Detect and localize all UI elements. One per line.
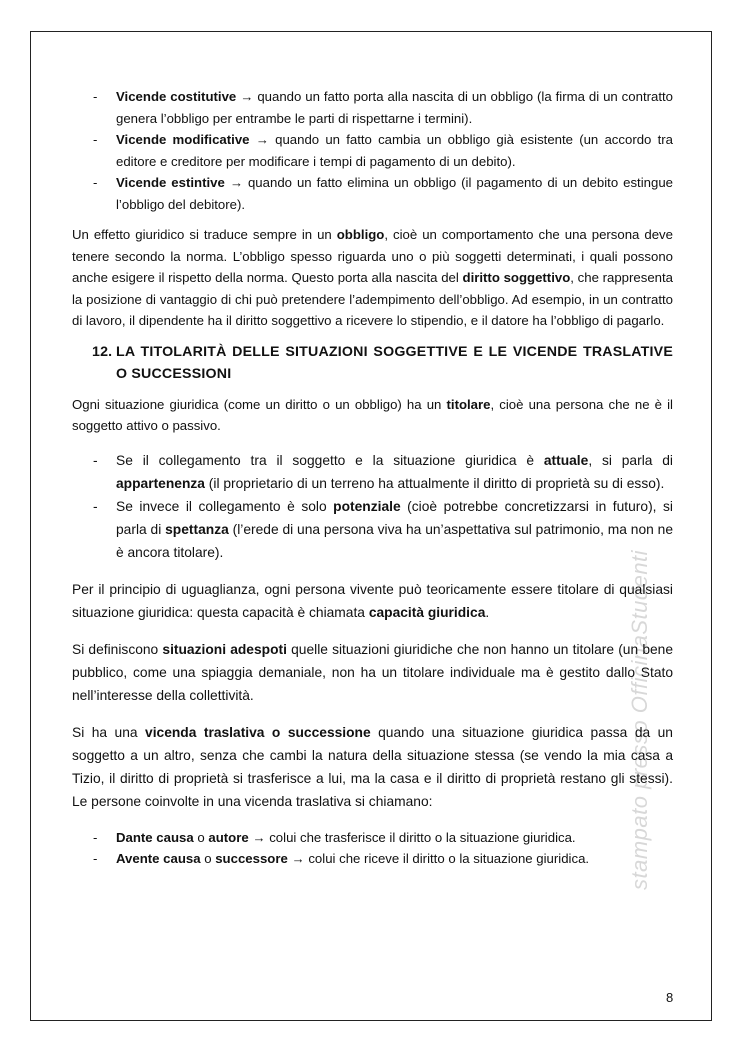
text: Se invece il collegamento è solo — [116, 498, 334, 514]
text: (il proprietario di un terreno ha attualmente il diritto di proprietà su di esso). — [204, 475, 665, 491]
text: , cioè una persona che ne è il soggetto attivo o passivo. — [72, 396, 673, 433]
text: Si definiscono — [72, 641, 163, 657]
bold-term: situazioni adespoti — [162, 641, 287, 657]
definition: quando un fatto elimina un obbligo (il pagamento di un debito estingue l’obbligo del debitore). — [116, 175, 673, 212]
term: Vicende modificative — [116, 132, 250, 147]
text: Ogni situazione giuridica (come un diritto o un obbligo) ha un — [72, 396, 447, 412]
text: (l’erede di una persona viva ha un’aspettativa sul patrimonio, ma non ne è ancora titolare). — [116, 521, 673, 560]
list-item — [72, 827, 673, 849]
section-heading — [72, 341, 673, 385]
list-item — [72, 172, 673, 215]
bullet-dash: - — [93, 89, 98, 104]
bullet-dash: - — [93, 452, 98, 468]
text: quando una situazione giuridica passa da un soggetto a un altro, senza che cambi la natura della situazione stessa (se vendo la mia casa a Tizio, il diritto di proprietà si trasferisce a lui, ma la casa e il diritto di proprietà restano gli stessi). Le persone coinvolte in una vicenda traslativa si chiamano: — [72, 724, 673, 809]
bold-term: attuale — [543, 452, 589, 468]
bullet-dash: - — [93, 851, 98, 866]
paragraph-titolare — [72, 394, 673, 437]
bold-term: vicenda traslativa o successione — [145, 724, 371, 740]
list-item — [72, 86, 673, 129]
paragraph-uguaglianza — [72, 578, 673, 624]
vicende-list — [72, 86, 673, 215]
bold-term: diritto soggettivo — [462, 270, 571, 285]
definition: quando un fatto cambia un obbligo già esistente (un accordo tra editore e creditore per modificare i tempi di pagamento di un debito). — [116, 132, 673, 169]
section-title: LA TITOLARITÀ DELLE SITUAZIONI SOGGETTIVE E LE VICENDE TRASLATIVE O SUCCESSIONI — [116, 343, 673, 382]
bold-term: obbligo — [336, 227, 385, 242]
arrow-icon: → — [229, 175, 243, 190]
arrow-icon: → — [291, 851, 305, 866]
arrow-icon: → — [252, 829, 266, 845]
text: o — [200, 851, 216, 866]
text: Se il collegamento tra il soggetto e la situazione giuridica è — [116, 452, 544, 468]
bold-term: Dante causa — [116, 829, 194, 845]
text: . — [485, 604, 490, 620]
bold-term: capacità giuridica — [368, 604, 486, 620]
definition: colui che trasferisce il diritto o la situazione giuridica. — [265, 829, 576, 845]
text: Per il principio di uguaglianza, ogni persona vivente può teoricamente essere titolare di qualsiasi situazione giuridica: questa capacità è chiamata — [72, 581, 673, 620]
text: , che rappresenta la posizione di vantaggio di chi può pretendere l’adempimento dell’obbligo. Ad esempio, in un contratto di lavoro, il dipendente ha il diritto soggettivo a ricevere lo stipendio, e il datore ha l’obbligo di pagarlo. — [72, 270, 673, 328]
text: Si ha una — [72, 724, 146, 740]
list-item — [72, 848, 673, 870]
arrow-icon: → — [255, 132, 269, 147]
page-number: 8 — [666, 990, 674, 1005]
bullet-dash: - — [93, 175, 98, 190]
definition: quando un fatto porta alla nascita di un obbligo (la firma di un contratto genera l’obbligo per entrambe le parti di rispettarne i termini). — [116, 89, 673, 126]
watermark: stampato presso OfficinaStudenti — [627, 549, 652, 890]
bold-term: Avente causa — [116, 851, 201, 866]
text: , si parla di — [588, 452, 673, 468]
bullet-dash: - — [93, 132, 98, 147]
term: Vicende costitutive — [116, 89, 237, 104]
arrow-icon: → — [240, 89, 254, 104]
bullet-dash: - — [93, 498, 98, 514]
bold-term: appartenenza — [116, 475, 205, 491]
list-item — [72, 129, 673, 172]
text: (cioè potrebbe concretizzarsi in futuro), si parla di — [116, 498, 673, 537]
definition: colui che riceve il diritto o la situazione giuridica. — [304, 851, 590, 866]
bold-term: successore — [215, 851, 288, 866]
bold-term: titolare — [446, 396, 491, 412]
text: quelle situazioni giuridiche che non hanno un titolare (un bene pubblico, come una spiaggia demaniale, non ha un titolare individuale ma è gestito dallo Stato nell’interesse della collettività. — [72, 641, 674, 703]
paragraph-obbligo — [72, 224, 673, 332]
paragraph-adespoti — [72, 638, 673, 707]
collegamento-list — [72, 449, 673, 564]
text: Un effetto giuridico si traduce sempre in un — [72, 227, 337, 242]
document-body — [72, 86, 673, 870]
section-number: 12. — [92, 343, 113, 360]
paragraph-traslativa — [72, 721, 673, 813]
list-item — [72, 449, 673, 495]
bold-term: potenziale — [333, 498, 401, 514]
causa-list — [72, 827, 673, 870]
text: , cioè un comportamento che una persona deve tenere secondo la norma. L’obbligo spesso riguarda uno o più soggetti determinati, i quali possono anche esigere il rispetto della norma. Questo porta alla nascita del — [72, 227, 673, 285]
term: Vicende estintive — [116, 175, 225, 190]
text: o — [193, 829, 209, 845]
bold-term: autore — [208, 829, 249, 845]
bullet-dash: - — [93, 829, 98, 845]
list-item — [72, 495, 673, 564]
bold-term: spettanza — [165, 521, 229, 537]
